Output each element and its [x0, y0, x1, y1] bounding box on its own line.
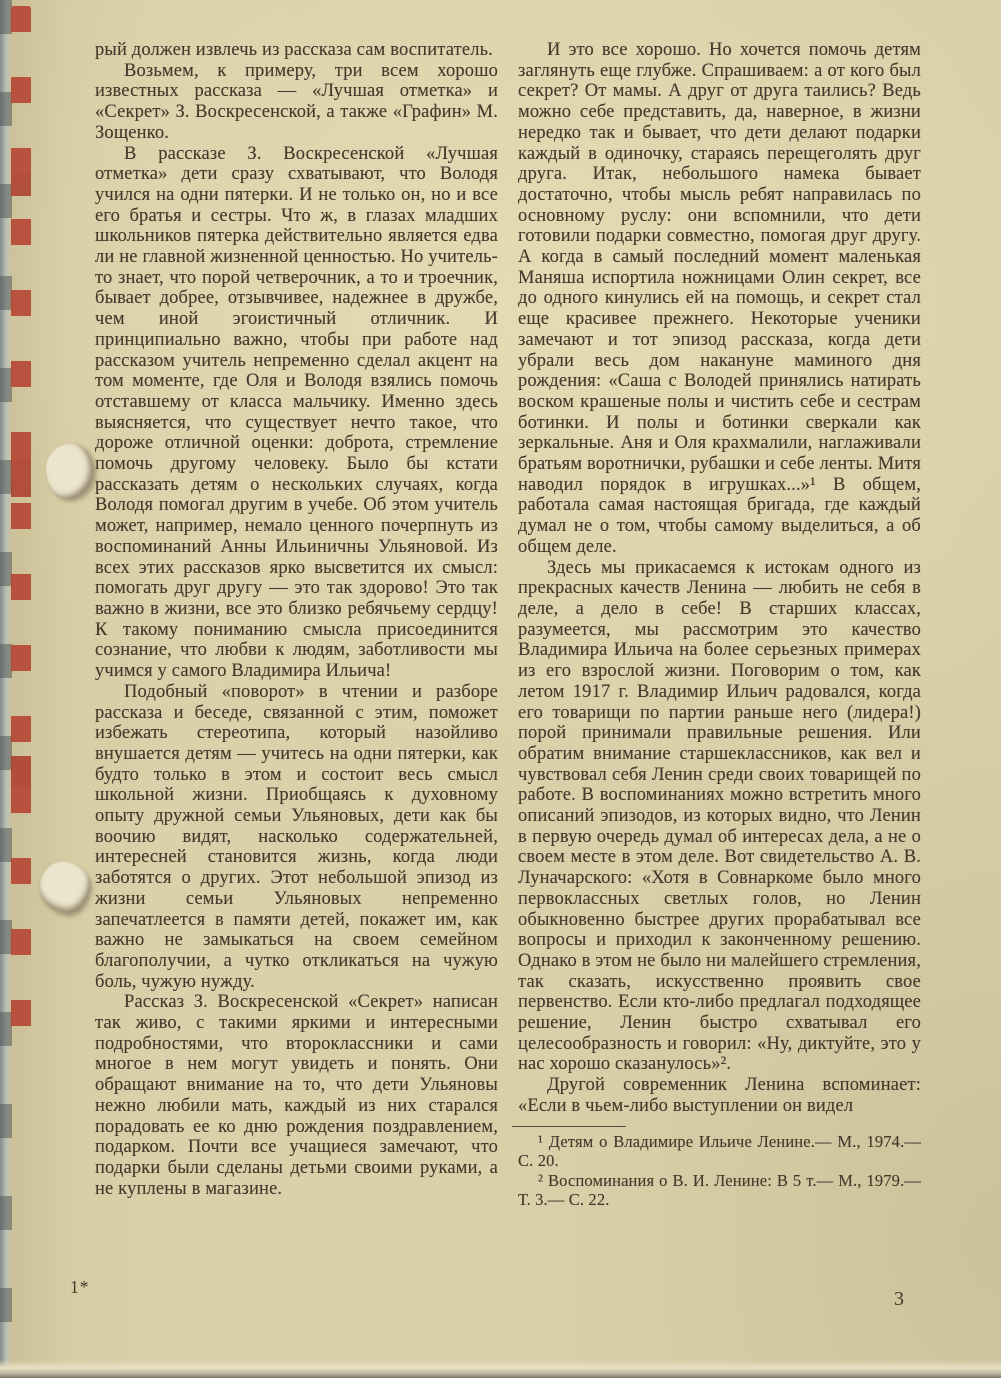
paragraph: Здесь мы прикасаемся к истокам одного из прекрасных качеств Ленина — любить не себя в деле, а дело в себе! В старших классах, разумеется, мы рассмотрим это качество Владимира Ильича на более серьезных примерах из его взрослой жизни. Поговорим о том, как летом 1917 г. Владимир Ильич радовался, когда его товарищи по партии раньше него (лидера!) порой принимали правильные решения. Или обратим внимание старшеклассников, как вел и чувствовал себя Ленин среди своих товарищей по работе. В воспоминаниях можно встретить много описаний эпизодов, из которых видно, что Ленин в первую очередь думал об интересах дела, а не о своем месте в этом деле. Вот свидетельство А. В. Луначарского: «Хотя в Совнаркоме было много первоклассных светлых голов, но Ленин обыкновенно быстрее других прорабатывал все вопросы и приходил к законченному решению. Однако в этом не было ни малейшего стремления, так сказать, искусственно проявить свое первенство. Если кто-либо предлагал подходящее решение, Ленин быстро схватывал его целесообразность и говорил: «Ну, диктуйте, это у нас хорошо сказанулось»². — [518, 557, 921, 1075]
paper-defect — [35, 857, 94, 916]
right-column — [518, 40, 921, 1210]
signature-mark: 1* — [70, 1277, 90, 1297]
red-binding-marks — [11, 6, 31, 1048]
page-number: 3 — [894, 1288, 904, 1310]
paragraph: Другой современник Ленина вспоминает: «Если в чьем-либо выступлении он видел — [518, 1075, 921, 1116]
paragraph: И это все хорошо. Но хочется помочь детям заглянуть еще глубже. Спрашиваем: а от кого был секрет? От мамы. А друг от друга таились? Ведь можно себе представить, да, наверное, в жизни нередко так и бывает, что дети делают подарки каждый в одиночку, стараясь перещеголять друг друга. Итак, небольшого намека бывает достаточно, чтобы мысль ребят направилась по основному руслу: они вспомнили, что дети готовили подарки совместно, помогая друг другу. А когда в самый последний момент маленькая Маняша испортила ножницами Олин секрет, все до одного кинулись ей на помощь, и секрет стал еще красивее прежнего. Некоторые ученики замечают и тот эпизод рассказа, когда дети убрали весь дом накануне маминого дня рождения: «Саша с Володей принялись натирать воском крашеные полы и чистить себе и сестрам ботинки. И полы и ботинки сверкали как зеркальные. Аня и Оля крахмалили, наглаживали братьям воротнички, рубашки и себе ленты. Митя наводил порядок в игрушках...»¹ В общем, работала самая настоящая бригада, где каждый думал не о том, чтобы самому выделиться, а об общем деле. — [518, 40, 921, 557]
paragraph: Возьмем, к примеру, три всем хорошо известных рассказа — «Лучшая отметка» и «Секрет» З. Воскресенской, а также «Графин» М. Зощенко. — [95, 60, 498, 143]
page-bottom-edge — [0, 1360, 1001, 1378]
paragraph: В рассказе З. Воскресенской «Лучшая отметка» дети сразу схватывают, что Володя учился на одни пятерки. И не только он, но и все его братья и сестры. Что ж, в глазах младших школьников пятерка действительно является едва ли не главной жизненной ценностью. Но учитель-то знает, что порой четверочник, а то и троечник, бывает добрее, отзывчивее, надежнее в дружбе, чем иной эгоистичный отличник. И принципиально важно, чтобы при работе над рассказом учитель непременно сделал акцент на том моменте, где Оля и Володя взялись помочь отставшему от класса мальчику. Именно здесь выясняется, что существует нечто такое, что дороже отличной оценки: доброта, стремление помочь другому человеку. Было бы кстати рассказать детям о нескольких случаях, когда Володя помогал другим в учебе. Об этом учитель может, например, немало ценного почерпнуть из воспоминаний Анны Ильиничны Ульяновой. Из всех этих рассказов ярко высветится их смысл: помогать друг другу — это так здорово! Это так важно в жизни, все это близко ребячьему сердцу! К такому пониманию смысла присоединится сознание, что любви к людям, заботливости мы учимся у самого Владимира Ильича! — [95, 143, 498, 682]
paper-defect — [39, 438, 101, 504]
footnotes — [518, 1126, 921, 1210]
footnote-separator — [512, 1126, 626, 1127]
paragraph: Подобный «поворот» в чтении и разборе рассказа и беседе, связанной с этим, поможет избежать стереотипа, который назойливо внушается детям — учитесь на одни пятерки, как будто только в этом и состоит весь смысл школьной жизни. Приобщаясь к духовному опыту дружной семьи Ульяновых, дети как бы воочию видят, насколько содержательней, интересней становится жизнь, когда люди заботятся о других. Этот небольшой эпизод из жизни семьи Ульяновых непременно запечатлеется в памяти детей, покажет им, как важно не замыкаться на своем семейном благополучии, а чутко откликаться на чужую боль, чужую нужду. — [95, 681, 498, 992]
left-column — [95, 40, 498, 1199]
paragraph: рый должен извлечь из рассказа сам воспитатель. — [95, 40, 493, 60]
right-column-text — [518, 40, 921, 1117]
footnote: ¹ Детям о Владимире Ильиче Ленине.— М., 1974.— С. 20. — [518, 1131, 921, 1171]
paragraph: Рассказ З. Воскресенской «Секрет» написан так живо, с такими яркими и интересными подробностями, что второклассники и сами многое в нем могут увидеть и понять. Они обращают внимание на то, что дети Ульяновы нежно любили мать, каждый из них старался порадовать ее ко дню рождения поздравлением, подарком. Почти все учащиеся замечают, что подарки были сделаны детьми своими руками, а не куплены в магазине. — [95, 992, 498, 1199]
footnote: ² Воспоминания о В. И. Ленине: В 5 т.— М., 1979.— Т. 3.— С. 22. — [518, 1170, 921, 1210]
